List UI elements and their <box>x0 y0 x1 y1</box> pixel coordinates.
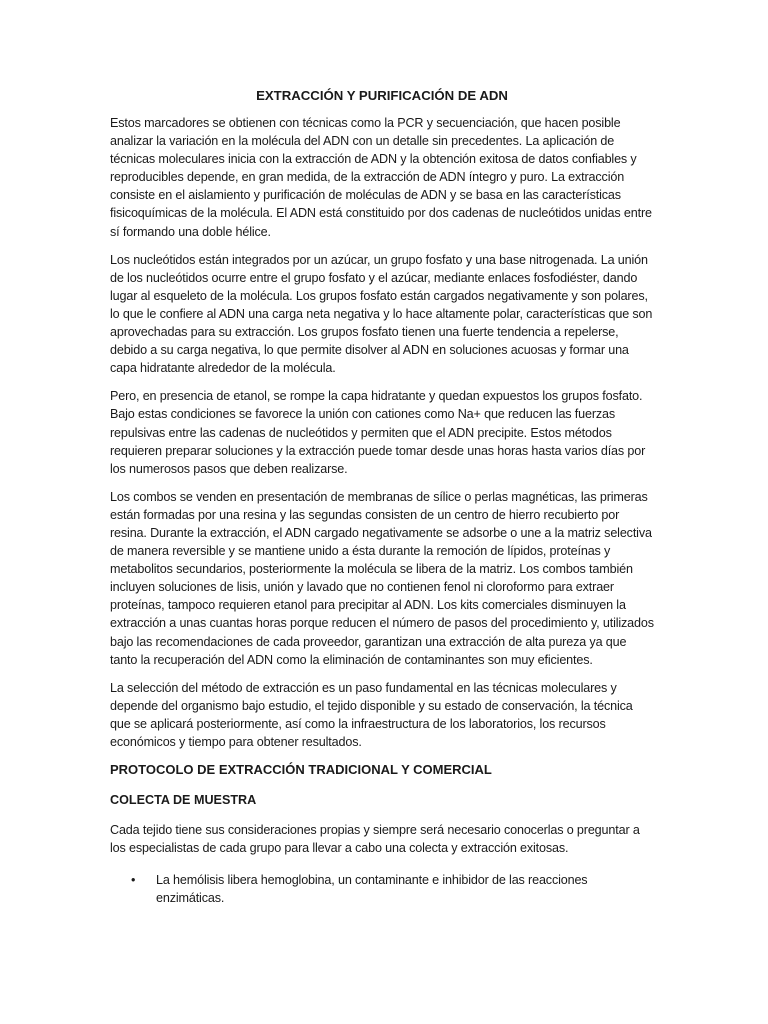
sub-heading: COLECTA DE MUESTRA <box>110 793 257 808</box>
bullet-icon: • <box>131 873 136 888</box>
document-body <box>110 86 654 907</box>
paragraph-sample-collection: Cada tejido tiene sus consideraciones propias y siempre será necesario conocerlas o preguntar a los especialistas de cada grupo para llevar a cabo una colecta y extracción exitosas. <box>110 823 640 856</box>
paragraph-nucleotides: Los nucleótidos están integrados por un azúcar, un grupo fosfato y una base nitrogenada. La unión de los nucleótidos ocurre entre el grupo fosfato y el azúcar, mediante enlaces fosfodiéster, dando lugar al esqueleto de la molécula. Los grupos fosfato están cargados negativamente y son polares, lo que le confiere al ADN una carga neta negativa y lo hace altamente polar, características que son aprovechadas para su extracción. Los grupos fosfato tienen una fuerte tendencia a repelerse, debido a su carga negativa, lo que permite disolver al ADN en soluciones acuosas y formar una capa hidratante alrededor de la molécula. <box>110 252 653 376</box>
paragraph-ethanol: Pero, en presencia de etanol, se rompe la capa hidratante y quedan expuestos los grupos fosfato. Bajo estas condiciones se favorece la unión con cationes como Na+ que reducen las fuerzas repulsivas entre las cadenas de nucleótidos y permiten que el ADN precipite. Estos métodos requieren preparar soluciones y la extracción puede tomar desde unas horas hasta varios días por los numerosos pasos que deben realizarse. <box>110 389 646 476</box>
list-item <box>110 871 654 907</box>
bullet-text: La hemólisis libera hemoglobina, un contaminante e inhibidor de las reacciones enzimáticas. <box>156 873 588 906</box>
bullet-list <box>110 871 654 907</box>
section-heading: PROTOCOLO DE EXTRACCIÓN TRADICIONAL Y COMERCIAL <box>110 762 492 778</box>
paragraph-method-selection: La selección del método de extracción es un paso fundamental en las técnicas moleculares y depende del organismo bajo estudio, el tejido disponible y su estado de conservación, la técnica que se aplicará posteriormente, así como la infraestructura de los laboratorios, los recursos económicos y tiempo para obtener resultados. <box>110 680 633 749</box>
paragraph-combos: Los combos se venden en presentación de membranas de sílice o perlas magnéticas, las primeras están formadas por una resina y las segundas consisten de un centro de hierro recubierto por resina. Durante la extracción, el ADN cargado negativamente se adsorbe o une a la matriz selectiva de manera reversible y se mantiene unido a ésta durante la remoción de lípidos, proteínas y metabolitos secundarios, posteriormente la molécula se libera de la matriz. Los combos también incluyen soluciones de lisis, unión y lavado que no contienen fenol ni cloroformo para extraer proteínas, tampoco requieren etanol para precipitar al ADN. Los kits comerciales disminuyen la extracción a unas cuantas horas porque reducen el número de pasos del procedimiento y, utilizados bajo las recomendaciones de cada proveedor, garantizan una extracción de alta pureza ya que tanto la recuperación del ADN como la eliminación de contaminantes son muy eficientes. <box>110 489 654 667</box>
paragraph-intro: Estos marcadores se obtienen con técnicas como la PCR y secuenciación, que hacen posible analizar la variación en la molécula del ADN con un detalle sin precedentes. La aplicación de técnicas moleculares inicia con la extracción de ADN y la obtención exitosa de datos confiables y reproducibles depende, en gran medida, de la extracción de ADN íntegro y puro. La extracción consiste en el aislamiento y purificación de moléculas de ADN y se basa en las características fisicoquímicas de la molécula. El ADN está constituido por dos cadenas de nucleótidos unidas entre sí formando una doble hélice. <box>110 116 652 239</box>
document-title: EXTRACCIÓN Y PURIFICACIÓN DE ADN <box>256 88 508 103</box>
